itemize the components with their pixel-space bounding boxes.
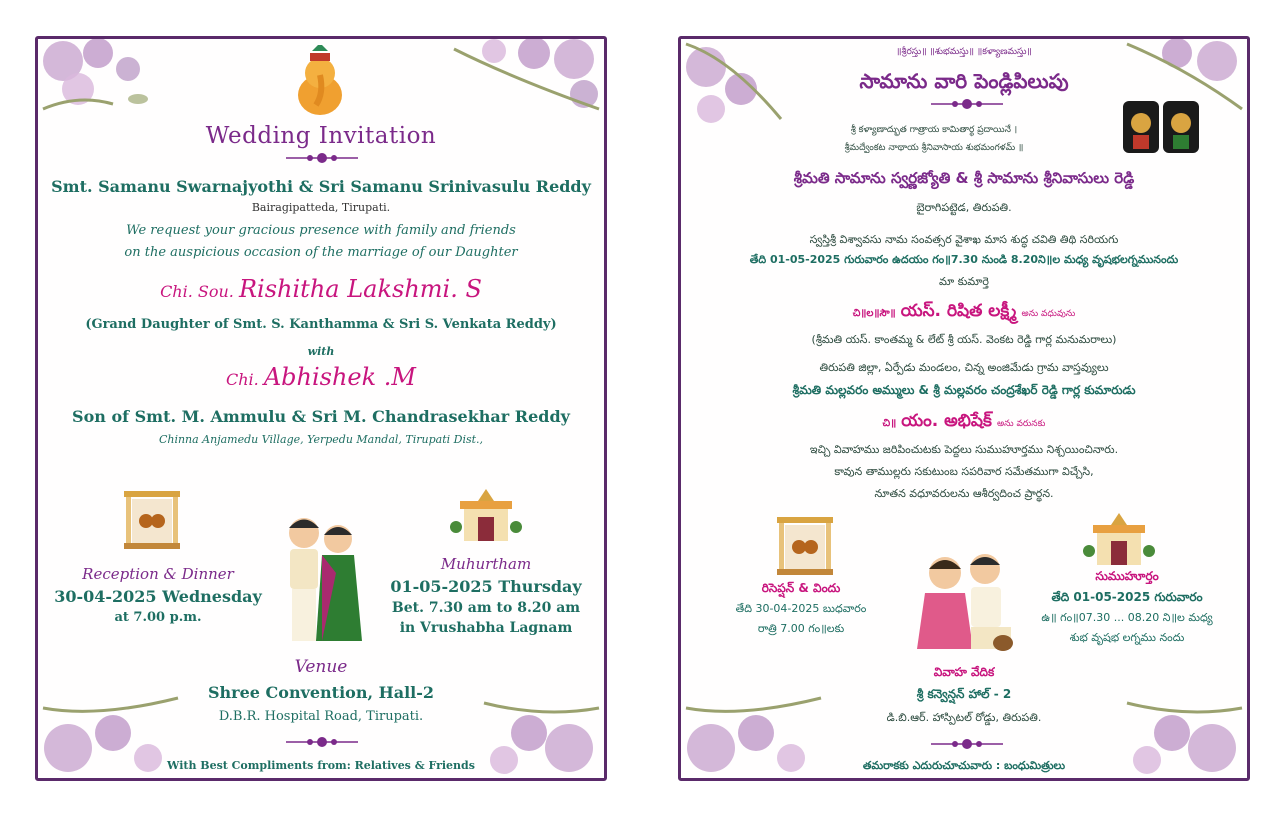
venue-address-telugu: డి.బి.ఆర్. హాస్పిటల్ రోడ్డు, తిరుపతి. (886, 711, 1042, 724)
bride-line (38, 275, 604, 303)
page-title: Wedding Invitation (205, 123, 437, 149)
bride-line-telugu (681, 301, 1247, 325)
reception-block-telugu (691, 581, 911, 638)
groom-name-telugu: యం. అభిషేక్ (901, 411, 992, 431)
bride-suffix-telugu: అను వధువును (1021, 309, 1076, 319)
muhurtham-time-telugu: ఉ॥ గం॥07.30 ... 08.20 ని॥ల మధ్య (1041, 611, 1213, 624)
divider-ornament-icon (931, 737, 1003, 751)
invitation-card-telugu (678, 36, 1250, 781)
muhurtham-lagnam: in Vrushabha Lagnam (399, 620, 573, 636)
closing-line-1: ఇచ్చి వివాహము జరిపించుటకు పెద్దలు సుముహూర్తము నిశ్చయించినారు. (809, 443, 1119, 456)
venue-name: Shree Convention, Hall-2 (207, 683, 435, 702)
muhurtham-block-telugu (1017, 569, 1237, 647)
request-line-2: on the auspicious occasion of the marriage of our Daughter (124, 245, 518, 260)
muhurtham-date-telugu: తేది 01-05-2025 గురువారం (1051, 590, 1203, 604)
compliments: With Best Compliments from: Relatives & Friends (167, 759, 475, 772)
closing-line-3: నూతన వధూవరులను ఆశీర్వదించ ప్రార్థన. (874, 487, 1054, 500)
mandap-icon (120, 487, 184, 551)
venue-address: D.B.R. Hospital Road, Tirupati. (218, 709, 424, 724)
bride-prefix-telugu: చి॥ల॥సౌ॥ (852, 308, 896, 319)
temple-icon (450, 487, 522, 547)
muhurtham-title: Muhurtham (440, 555, 532, 573)
divider-ornament-icon (286, 151, 358, 165)
host-place: Bairagipatteda, Tirupati. (251, 201, 391, 214)
host-place-telugu: బైరాగిపట్టెడ, తిరుపతి. (916, 201, 1012, 214)
reception-title: Reception & Dinner (82, 565, 234, 583)
groom-prefix: Chi. (225, 370, 259, 389)
muhurtham-block (376, 555, 596, 636)
muhurtham-title-telugu: సుముహూర్తం (1095, 569, 1159, 583)
venue-title: Venue (294, 657, 348, 677)
groom-parents: Son of Smt. M. Ammulu & Sri M. Chandrasekhar Reddy (72, 407, 570, 426)
muhurtham-time: Bet. 7.30 am to 8.20 am (391, 600, 581, 616)
top-blessing: ॥శ్రీరస్తు॥ ॥శుభమస్తు॥ ॥కళ్యాణమస్తు॥ (896, 47, 1032, 57)
closing-line-2: కావున తాముల్లరు సకుటుంబ సపరివార సమేతముగా విచ్చేసి, (834, 465, 1094, 478)
shloka-line-2: శ్రీమద్వేంకట నాథాయ శ్రీనివాసాయ శుభమంగళమ్ ॥ (844, 143, 1024, 153)
reception-time: at 7.00 p.m. (114, 610, 202, 625)
ganesha-icon (290, 45, 350, 119)
floral-corner-icon (38, 39, 158, 119)
reception-title-telugu: రిసెప్షన్ & విందు (761, 581, 841, 595)
reception-time-telugu: రాత్రి 7.00 గం॥లకు (757, 622, 845, 635)
bride-grandparents: (Grand Daughter of Smt. S. Kanthamma & Sri S. Venkata Reddy) (85, 317, 557, 332)
date-line: తేది 01-05-2025 గురువారం ఉదయం గం॥7.30 నుండి 8.20ని॥ల మధ్య వృషభలగ్నమునందు (749, 253, 1179, 266)
groom-prefix-telugu: చి॥ (882, 418, 897, 429)
request-line-1: We request your gracious presence with family and friends (126, 223, 516, 238)
muhurtham-date: 01-05-2025 Thursday (390, 577, 582, 596)
daughter-line: మా కుమార్తె (939, 275, 989, 288)
host-names-telugu: శ్రీమతి సామాను స్వర్ణజ్యోతి & శ్రీ సామాను శ్రీనివాసులు రెడ్డి (793, 169, 1135, 187)
reception-date: 30-04-2025 Wednesday (54, 587, 262, 606)
divider-ornament-icon (931, 97, 1003, 111)
floral-corner-icon (434, 39, 604, 119)
venue-name-telugu: శ్రీ కన్వెన్షన్ హాల్ - 2 (916, 687, 1012, 701)
groom-parents-telugu: శ్రీమతి మల్లవరం అమ్ములు & శ్రీ మల్లవరం చంద్రశేఖర్ రెడ్డి గార్ల కుమారుడు (792, 383, 1136, 397)
groom-line-telugu (681, 411, 1247, 435)
reception-date-telugu: తేది 30-04-2025 బుధవారం (735, 602, 867, 615)
groom-suffix-telugu: అను వరునకు (996, 419, 1046, 429)
couple-icon (276, 513, 366, 648)
reception-block (48, 565, 268, 625)
page-title-telugu: సామాను వారి పెండ్లిపిలుపు (859, 69, 1069, 93)
shloka-line-1: శ్రీ కళ్యాణాద్భుత గాత్రాయ కామితార్థ ప్రదాయినే । (850, 125, 1018, 135)
host-names: Smt. Samanu Swarnajyothi & Sri Samanu Srinivasulu Reddy (51, 177, 591, 196)
compliments-telugu: తమరాకకు ఎదురుచూచువారు : బంధుమిత్రులు (862, 759, 1066, 772)
bride-prefix: Chi. Sou. (160, 282, 234, 301)
year-line: స్వస్తిశ్రీ విశ్వావసు నామ సంవత్సర వైశాఖ మాస శుద్ధ చవితి తిథి సరియగు (809, 233, 1119, 246)
bride-name: Rishitha Lakshmi. S (238, 275, 482, 303)
groom-village-telugu: తిరుపతి జిల్లా, ఏర్పేడు మండలం, చిన్న అంజిమేడు గ్రామ వాస్తవ్యులు (819, 361, 1109, 374)
bride-grandparents-telugu: (శ్రీమతి యస్. కాంతమ్మ & లేట్ శ్రీ యస్. వెంకట రెడ్డి గార్ల మనుమరాలు) (811, 333, 1117, 346)
groom-place: Chinna Anjamedu Village, Yerpedu Mandal, Tirupati Dist., (158, 433, 484, 446)
venue-title-telugu: వివాహ వేదిక (933, 665, 995, 679)
mandap-icon (773, 513, 837, 577)
bride-name-telugu: యస్. రిషిత లక్ష్మీ (900, 301, 1017, 321)
muhurtham-lagnam-telugu: శుభ వృషభ లగ్నము నందు (1069, 631, 1185, 644)
with-text: with (307, 345, 335, 358)
divider-ornament-icon (286, 735, 358, 749)
couple-icon (915, 549, 1015, 653)
groom-name: Abhishek .M (263, 363, 417, 391)
groom-line (38, 363, 604, 391)
invitation-card-english (35, 36, 607, 781)
temple-icon (1083, 511, 1155, 571)
